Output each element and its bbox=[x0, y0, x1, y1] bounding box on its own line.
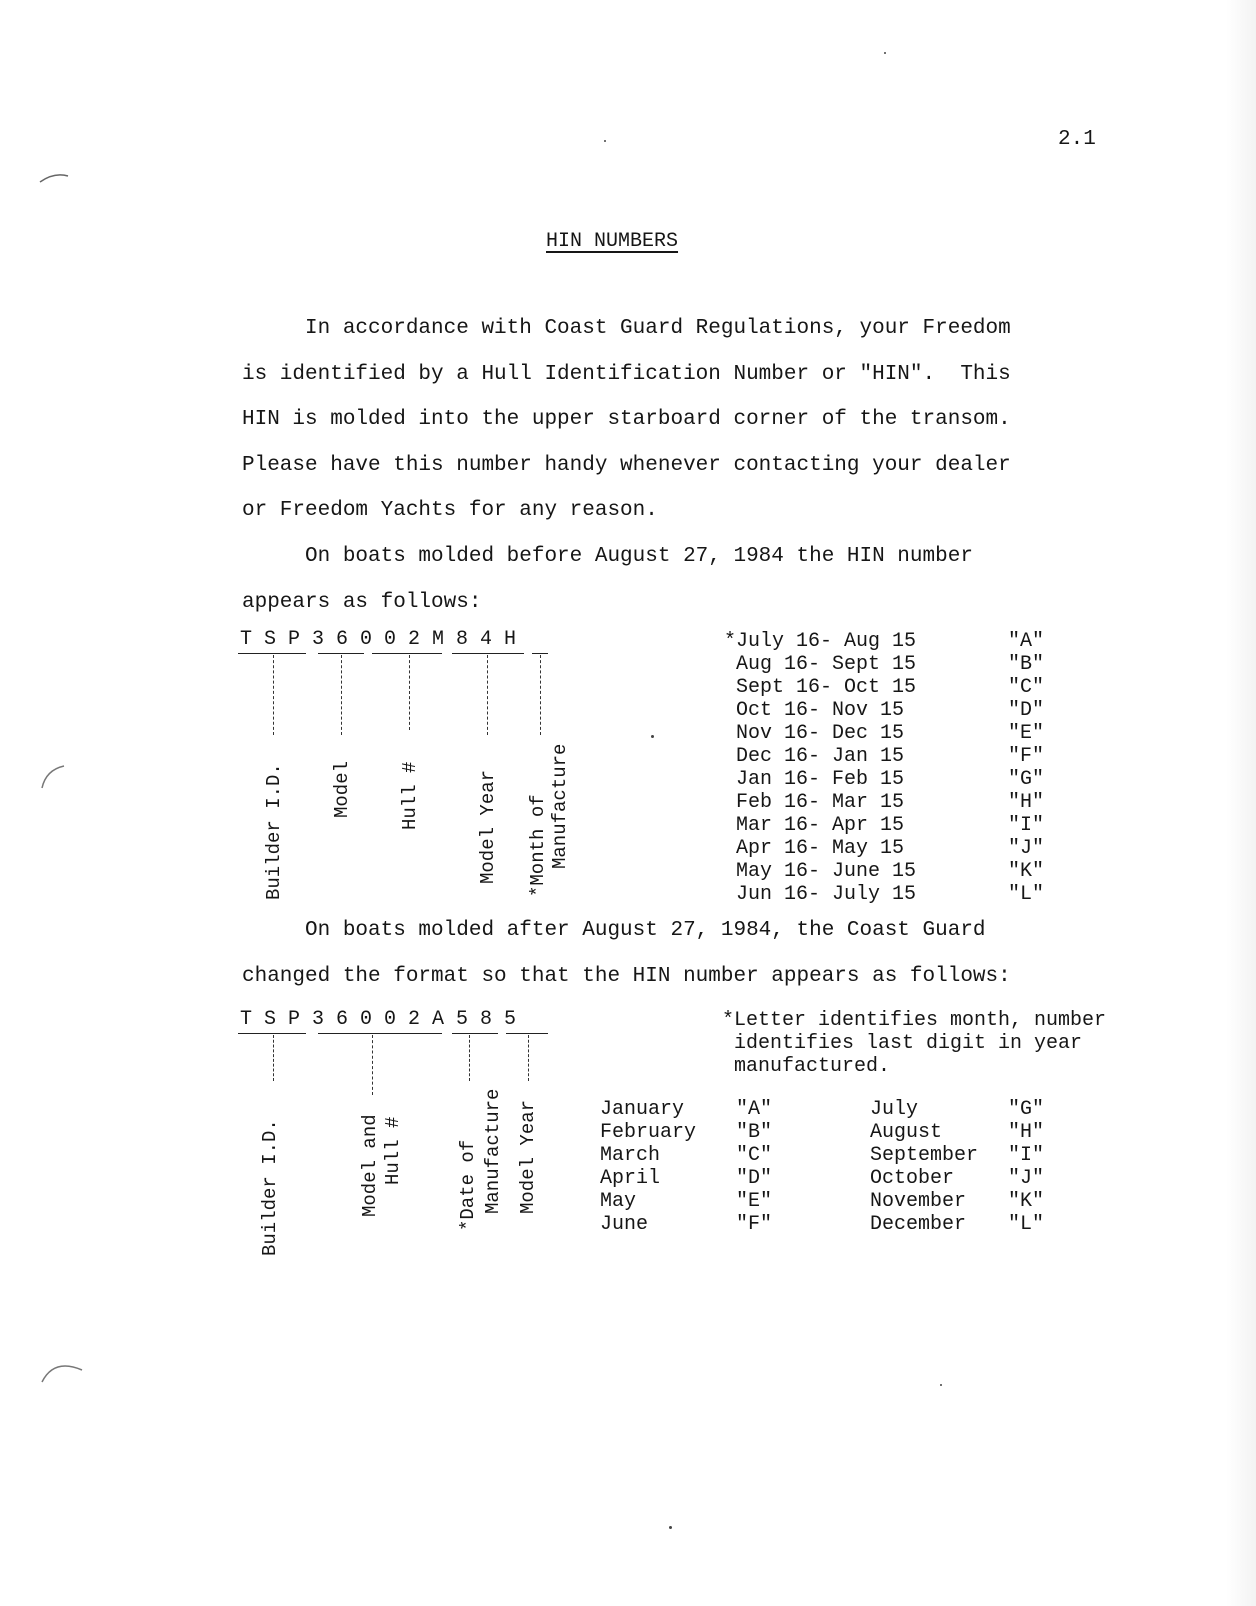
page-edge-shadow bbox=[1226, 0, 1256, 1606]
month-code: "A" bbox=[736, 1098, 773, 1121]
month-code: "C" bbox=[736, 1144, 773, 1167]
period-code: "H" bbox=[1008, 791, 1045, 814]
period-range: Oct 16- Nov 15 bbox=[724, 699, 905, 722]
table-row bbox=[724, 791, 1064, 814]
period-code: "A" bbox=[1008, 630, 1045, 653]
note-line: *Letter identifies month, number bbox=[722, 1009, 1107, 1032]
month-name: June bbox=[600, 1213, 649, 1236]
month-code: "D" bbox=[736, 1167, 773, 1190]
model-year-label: Model Year bbox=[517, 1099, 539, 1214]
period-range: Dec 16- Jan 15 bbox=[724, 745, 905, 768]
period-code: "F" bbox=[1008, 745, 1045, 768]
date-bracket bbox=[452, 1033, 498, 1034]
period-code: "J" bbox=[1008, 837, 1045, 860]
period-code: "G" bbox=[1008, 768, 1045, 791]
hull-number-label: Hull # bbox=[382, 1116, 404, 1185]
letter-note bbox=[722, 1009, 1106, 1078]
table-row bbox=[600, 1098, 1060, 1121]
table-row bbox=[600, 1167, 1060, 1190]
month-name: August bbox=[870, 1121, 943, 1144]
month-code: "K" bbox=[1008, 1190, 1045, 1213]
table-row bbox=[600, 1144, 1060, 1167]
scan-speck bbox=[604, 140, 606, 142]
table-row bbox=[724, 630, 1064, 653]
table-row bbox=[724, 768, 1064, 791]
period-code: "L" bbox=[1008, 883, 1045, 906]
intro-line: Please have this number handy whenever contacting your dealer bbox=[242, 453, 1011, 477]
period-code: "D" bbox=[1008, 699, 1045, 722]
year-bracket bbox=[452, 653, 524, 654]
period-code: "C" bbox=[1008, 676, 1045, 699]
after-line: On boats molded after August 27, 1984, the Coast Guard bbox=[242, 919, 986, 942]
model-leader bbox=[341, 655, 342, 735]
month-name: November bbox=[870, 1190, 967, 1213]
punch-hole-mark bbox=[34, 1352, 94, 1402]
month-code: "J" bbox=[1008, 1167, 1045, 1190]
month-name: May bbox=[600, 1190, 637, 1213]
year-bracket bbox=[506, 1033, 548, 1034]
intro-line: HIN is molded into the upper starboard corner of the transom. bbox=[242, 408, 1011, 432]
period-range: *July 16- Aug 15 bbox=[724, 630, 917, 653]
scan-speck bbox=[940, 1384, 942, 1386]
period-range: Jan 16- Feb 15 bbox=[724, 768, 905, 791]
builder-bracket bbox=[238, 653, 306, 654]
model-bracket bbox=[318, 653, 364, 654]
month-code: "H" bbox=[1008, 1121, 1045, 1144]
period-range: Sept 16- Oct 15 bbox=[724, 676, 917, 699]
scan-speck bbox=[884, 52, 886, 54]
period-code: "B" bbox=[1008, 653, 1045, 676]
table-row bbox=[724, 837, 1064, 860]
month-name: December bbox=[870, 1213, 967, 1236]
period-range: Aug 16- Sept 15 bbox=[724, 653, 917, 676]
manufacture-label: Manufacture bbox=[482, 1088, 504, 1214]
month-name: October bbox=[870, 1167, 955, 1190]
builder-id-label: Builder I.D. bbox=[259, 1119, 281, 1256]
period-range: Nov 16- Dec 15 bbox=[724, 722, 905, 745]
builder-leader bbox=[273, 1035, 274, 1081]
month-code: "G" bbox=[1008, 1098, 1045, 1121]
hull-leader bbox=[409, 655, 410, 730]
period-range: Apr 16- May 15 bbox=[724, 837, 905, 860]
table-row bbox=[600, 1121, 1060, 1144]
table-row bbox=[724, 745, 1064, 768]
manufacture-label: Manufacture bbox=[549, 743, 571, 869]
table-row bbox=[724, 860, 1064, 883]
table-row bbox=[600, 1213, 1060, 1236]
month-code-table bbox=[600, 1098, 1060, 1236]
month-period-table bbox=[724, 630, 1064, 906]
month-code: "L" bbox=[1008, 1213, 1045, 1236]
intro-paragraph bbox=[242, 306, 1242, 625]
period-range: Mar 16- Apr 15 bbox=[724, 814, 905, 837]
month-bracket bbox=[532, 653, 548, 654]
model-hull-leader bbox=[372, 1035, 373, 1095]
table-row bbox=[600, 1190, 1060, 1213]
page-title: HIN NUMBERS bbox=[546, 230, 679, 253]
period-range: Feb 16- Mar 15 bbox=[724, 791, 905, 814]
date-leader bbox=[469, 1035, 470, 1081]
model-label: Model bbox=[331, 760, 353, 818]
model-hull-bracket bbox=[318, 1033, 442, 1034]
period-range: Jun 16- July 15 bbox=[724, 883, 917, 906]
note-line: manufactured. bbox=[722, 1055, 891, 1078]
period-range: May 16- June 15 bbox=[724, 860, 917, 883]
intro-line: or Freedom Yachts for any reason. bbox=[242, 499, 658, 523]
date-of-label: *Date of bbox=[457, 1139, 479, 1231]
after-paragraph bbox=[242, 908, 1242, 999]
table-row bbox=[724, 653, 1064, 676]
month-name: February bbox=[600, 1121, 697, 1144]
month-of-label: *Month of bbox=[527, 794, 549, 897]
table-row bbox=[724, 814, 1064, 837]
month-name: March bbox=[600, 1144, 661, 1167]
scan-speck bbox=[651, 735, 654, 738]
month-name: September bbox=[870, 1144, 979, 1167]
hull-number-label: Hull # bbox=[399, 761, 421, 830]
builder-id-label: Builder I.D. bbox=[263, 763, 285, 900]
intro-line: In accordance with Coast Guard Regulations, your Freedom bbox=[242, 317, 1011, 340]
year-leader bbox=[487, 655, 488, 735]
table-row bbox=[724, 676, 1064, 699]
month-code: "B" bbox=[736, 1121, 773, 1144]
intro-line: On boats molded before August 27, 1984 the HIN number bbox=[242, 544, 973, 568]
table-row bbox=[724, 883, 1064, 906]
hull-bracket bbox=[372, 653, 442, 654]
period-code: "I" bbox=[1008, 814, 1045, 837]
month-name: January bbox=[600, 1098, 685, 1121]
intro-line: is identified by a Hull Identification Number or "HIN". This bbox=[242, 362, 1011, 386]
year-leader bbox=[528, 1035, 529, 1081]
note-line: identifies last digit in year bbox=[722, 1032, 1083, 1055]
punch-hole-mark bbox=[34, 758, 74, 798]
month-code: "I" bbox=[1008, 1144, 1045, 1167]
model-and-label: Model and bbox=[359, 1114, 381, 1217]
period-code: "E" bbox=[1008, 722, 1045, 745]
month-code: "F" bbox=[736, 1213, 773, 1236]
month-leader bbox=[540, 655, 541, 735]
scan-speck bbox=[669, 1526, 672, 1529]
intro-line: appears as follows: bbox=[242, 590, 482, 614]
month-code: "E" bbox=[736, 1190, 773, 1213]
page-number: 2.1 bbox=[1058, 128, 1096, 151]
model-year-label: Model Year bbox=[477, 769, 499, 884]
builder-leader bbox=[273, 655, 274, 735]
punch-hole-mark bbox=[34, 168, 74, 198]
table-row bbox=[724, 722, 1064, 745]
month-name: July bbox=[870, 1098, 919, 1121]
after-line: changed the format so that the HIN number appears as follows: bbox=[242, 964, 1011, 988]
builder-bracket bbox=[238, 1033, 306, 1034]
before-hin-code: T S P 3 6 0 0 2 M 8 4 H bbox=[240, 628, 517, 651]
period-code: "K" bbox=[1008, 860, 1045, 883]
after-hin-code: T S P 3 6 0 0 2 A 5 8 5 bbox=[240, 1008, 517, 1031]
table-row bbox=[724, 699, 1064, 722]
month-name: April bbox=[600, 1167, 661, 1190]
